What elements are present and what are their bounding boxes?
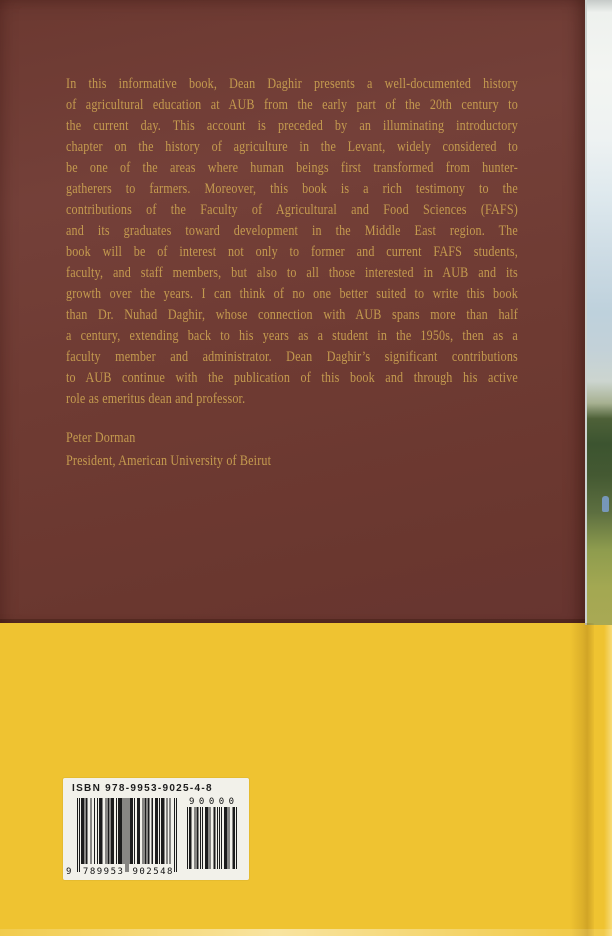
ean13-digit-group: 902548 <box>132 867 174 877</box>
front-cover-photo-edge <box>585 0 612 625</box>
endorsement-line: role as emeritus dean and professor. <box>66 391 246 407</box>
endorser-name: Peter Dorman <box>66 430 136 446</box>
cover-right-edge-highlight <box>604 625 612 936</box>
ean13-digit-group: 789953 <box>82 867 125 877</box>
endorsement-line: than Dr. Nuhad Daghir, whose connection with AUB spans more than half <box>66 307 518 323</box>
endorser-title: President, American University of Beirut <box>66 453 272 469</box>
barcode-panel <box>63 778 249 880</box>
endorsement-line: book will be of interest not only to former and current FAFS students, <box>66 244 518 260</box>
supplement-digits: 90000 <box>189 797 239 807</box>
endorsement-line: contributions of the Faculty of Agricultural and Food Sciences (FAFS) <box>66 202 518 218</box>
isbn-label: ISBN 978-9953-9025-4-8 <box>72 783 213 794</box>
endorsement-line: be one of the areas where human beings first transformed from hunter- <box>66 160 518 176</box>
endorsement-line: faculty member and administrator. Dean Daghir’s significant contributions <box>66 349 518 365</box>
ean5-barcode-svg <box>187 807 237 869</box>
ean13-digits <box>66 867 180 877</box>
endorsement-line: and its graduates toward development in the Middle East region. The <box>66 223 518 239</box>
endorsement-line: to AUB continue with the publication of this book and through his active <box>66 370 518 386</box>
ean13-barcode-svg <box>77 798 177 872</box>
scan-bottom-edge <box>0 929 612 936</box>
endorsement-line: faculty, and staff members, but also to all those interested in AUB and its <box>66 265 518 281</box>
endorsement-line: the current day. This account is preceded by an illuminating introductory <box>66 118 518 134</box>
blue-figure <box>602 496 609 512</box>
endorsement-line: gatherers to farmers. Moreover, this book is a rich testimony to the <box>66 181 518 197</box>
endorsement-line: a century, extending back to his years as a student in the 1950s, then as a <box>66 328 518 344</box>
endorsement-signature <box>66 427 518 473</box>
endorsement-line: chapter on the history of agriculture in the Levant, widely considered to <box>66 139 518 155</box>
ean13-digit-group: 9 <box>66 867 73 877</box>
endorsement-line: of agricultural education at AUB from the early part of the 20th century to <box>66 97 518 113</box>
endorsement-line: In this informative book, Dean Daghir presents a well-documented history <box>66 76 518 92</box>
endorsement-paragraph <box>66 74 518 410</box>
cover-fold-shadow <box>570 623 594 936</box>
endorsement-line: growth over the years. I can think of no one better suited to write this book <box>66 286 518 302</box>
